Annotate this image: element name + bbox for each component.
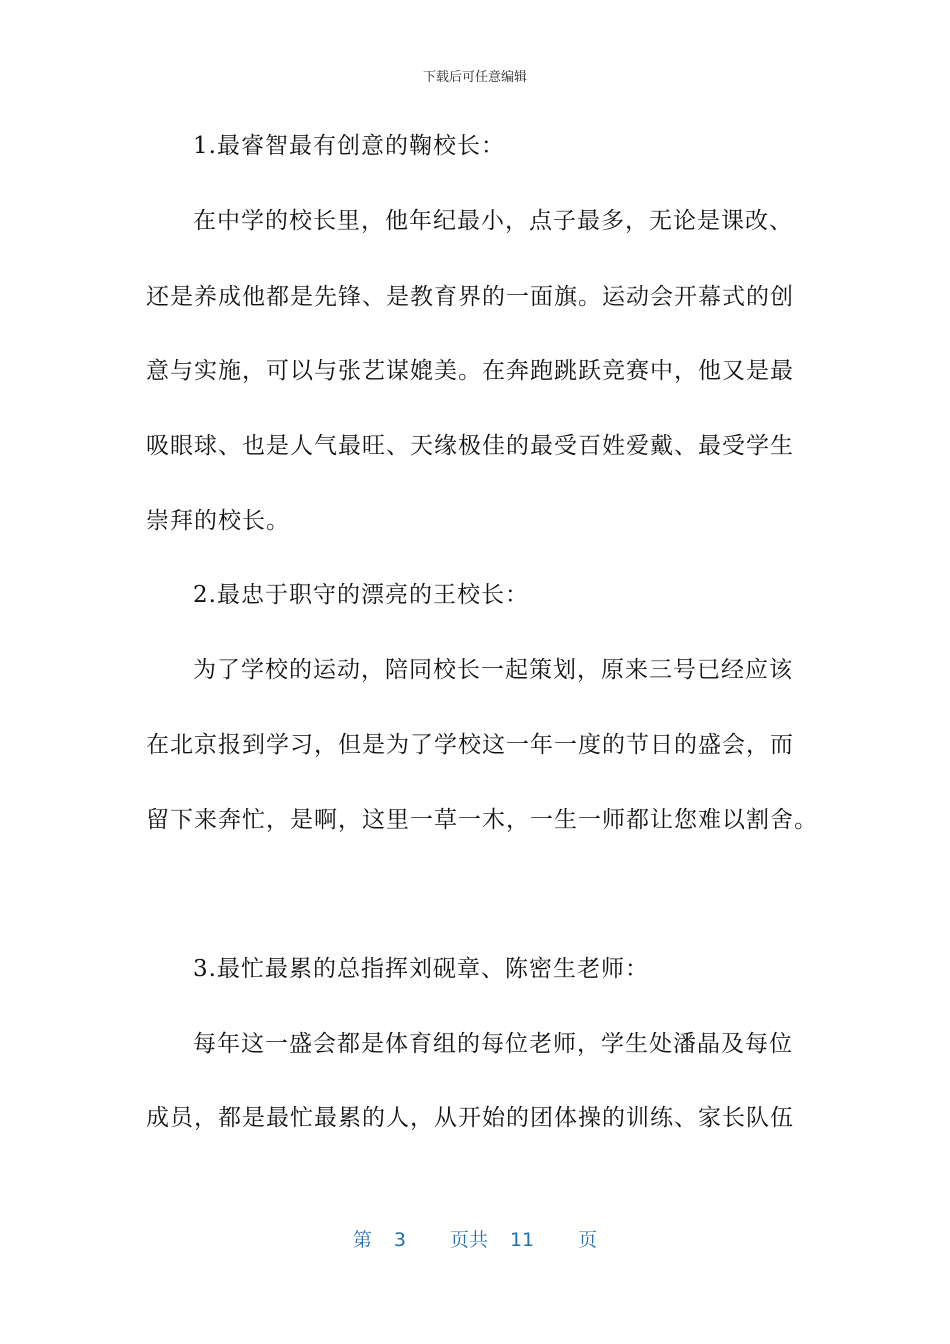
paragraph-heading-1: 1.最睿智最有创意的鞠校长：	[193, 133, 505, 159]
page-footer	[0, 1225, 950, 1252]
paragraph-line: 还是养成他都是先锋、是教育界的一面旗。运动会开幕式的创	[146, 284, 794, 310]
paragraph-line: 吸眼球、也是人气最旺、天缘极佳的最受百姓爱戴、最受学生	[146, 433, 794, 459]
paragraph-line: 意与实施，可以与张艺谋媲美。在奔跑跳跃竞赛中，他又是最	[146, 358, 794, 384]
paragraph-line: 在中学的校长里，他年纪最小，点子最多，无论是课改、	[193, 208, 793, 234]
paragraph-line: 崇拜的校长。	[146, 508, 290, 534]
paragraph-line: 每年这一盛会都是体育组的每位老师，学生处潘晶及每位	[193, 1031, 793, 1057]
paragraph-line: 为了学校的运动，陪同校长一起策划，原来三号已经应该	[193, 657, 793, 683]
page-label-suffix: 页	[578, 1229, 598, 1251]
header-note: 下载后可任意编辑	[422, 70, 527, 85]
paragraph-heading-2: 2.最忠于职守的漂亮的王校长：	[193, 582, 529, 608]
page-label-mid: 页共	[449, 1229, 488, 1251]
paragraph-line: 成员，都是最忙最累的人，从开始的团体操的训练、家长队伍	[146, 1105, 794, 1131]
paragraph-heading-3: 3.最忙最累的总指挥刘砚章、陈密生老师：	[193, 956, 649, 982]
paragraph-line: 在北京报到学习，但是为了学校这一年一度的节日的盛会，而	[146, 732, 794, 758]
paragraph-line: 留下来奔忙，是啊，这里一草一木，一生一师都让您难以割舍。	[146, 807, 818, 833]
page-number: 3	[393, 1229, 406, 1251]
total-pages: 11	[509, 1229, 535, 1251]
page-label-prefix: 第	[352, 1229, 372, 1251]
